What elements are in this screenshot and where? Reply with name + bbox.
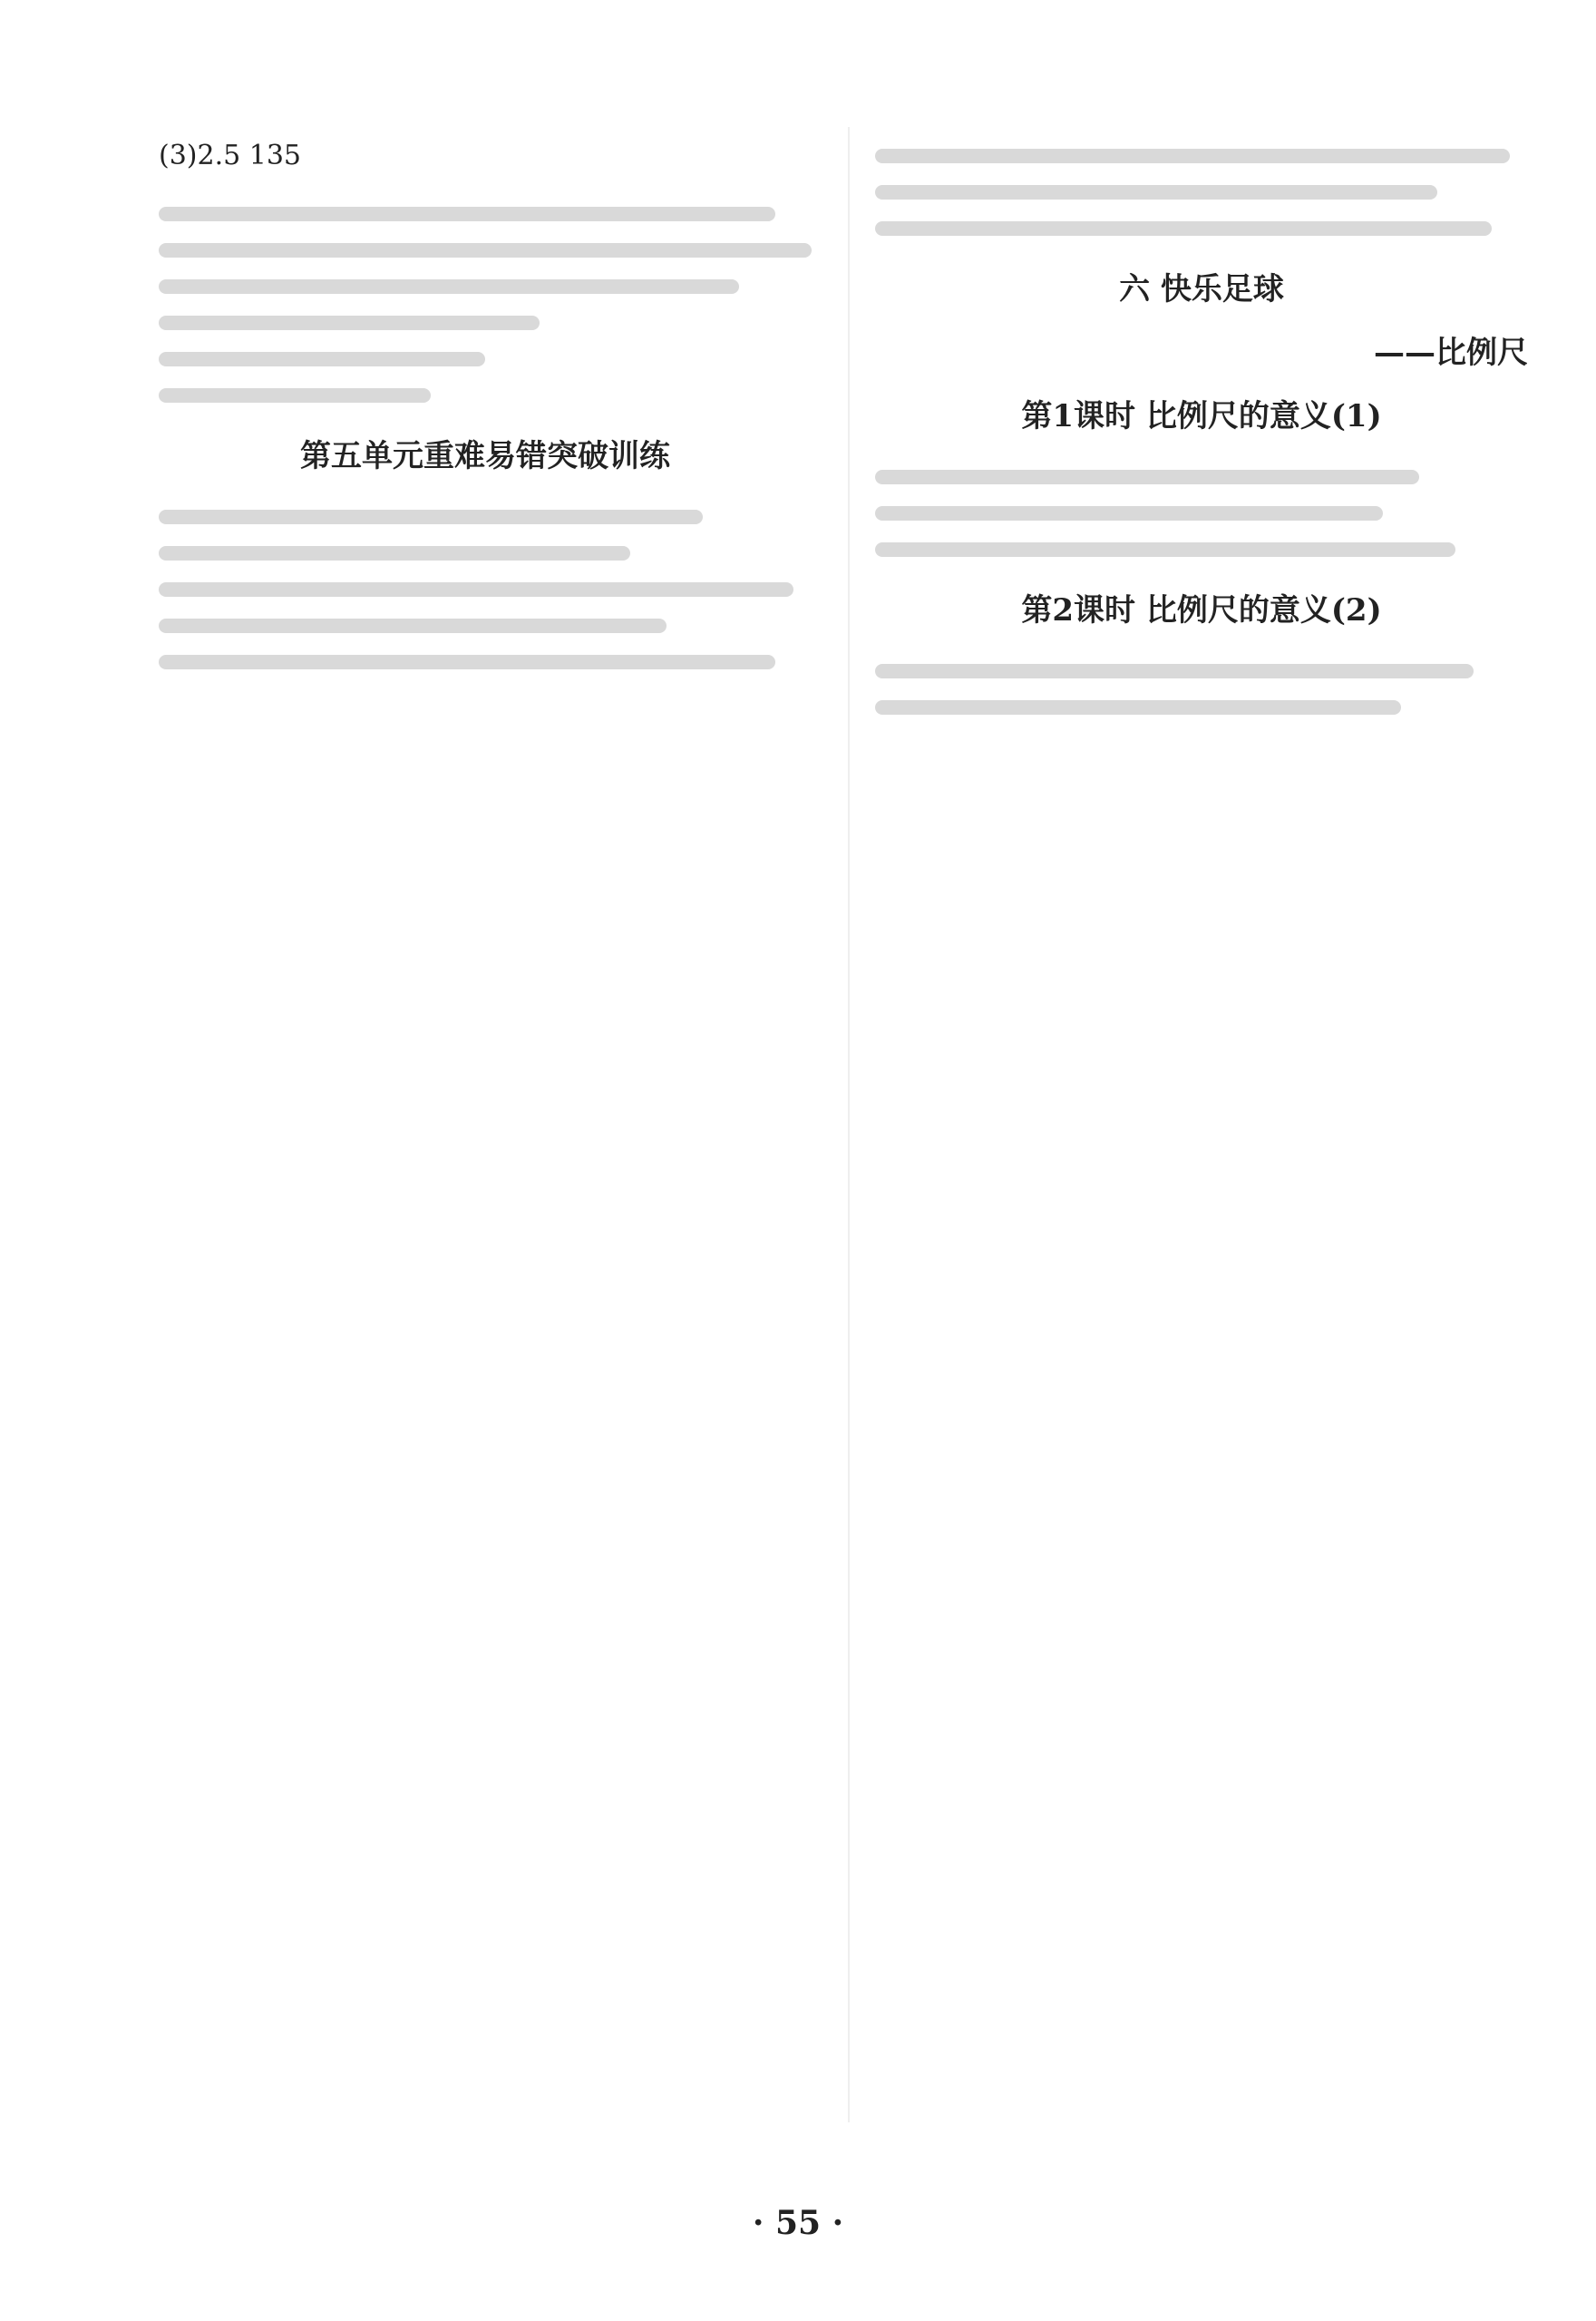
unit-subtitle: ——比例尺 bbox=[1374, 335, 1528, 371]
text-placeholder bbox=[159, 388, 431, 403]
text-placeholder bbox=[159, 243, 812, 258]
text-placeholder bbox=[875, 470, 1419, 484]
text-placeholder bbox=[875, 700, 1401, 715]
text-placeholder bbox=[875, 185, 1437, 200]
text-placeholder bbox=[875, 664, 1474, 678]
column-divider bbox=[848, 127, 850, 2122]
text-placeholder bbox=[875, 506, 1383, 521]
text-placeholder bbox=[159, 619, 667, 633]
text-placeholder bbox=[159, 352, 485, 366]
text-placeholder bbox=[159, 546, 630, 561]
text-placeholder bbox=[875, 542, 1455, 557]
lesson-2-heading: 第2课时 比例尺的意义(2) bbox=[1021, 592, 1382, 629]
text-placeholder bbox=[875, 221, 1492, 236]
right-column bbox=[875, 127, 1528, 736]
page-number: · 55 · bbox=[752, 2204, 844, 2242]
text-placeholder bbox=[159, 582, 793, 597]
text-placeholder bbox=[159, 655, 775, 669]
text-placeholder bbox=[159, 207, 775, 221]
text-placeholder bbox=[875, 149, 1510, 163]
left-column bbox=[159, 127, 812, 691]
left-first-line: (3)2.5 135 bbox=[159, 140, 302, 171]
text-placeholder bbox=[159, 316, 540, 330]
lesson-1-heading: 第1课时 比例尺的意义(1) bbox=[1021, 398, 1382, 434]
unit-title: 六 快乐足球 bbox=[1119, 271, 1284, 307]
text-placeholder bbox=[159, 279, 739, 294]
section-heading: 第五单元重难易错突破训练 bbox=[300, 438, 670, 474]
text-placeholder bbox=[159, 510, 703, 524]
